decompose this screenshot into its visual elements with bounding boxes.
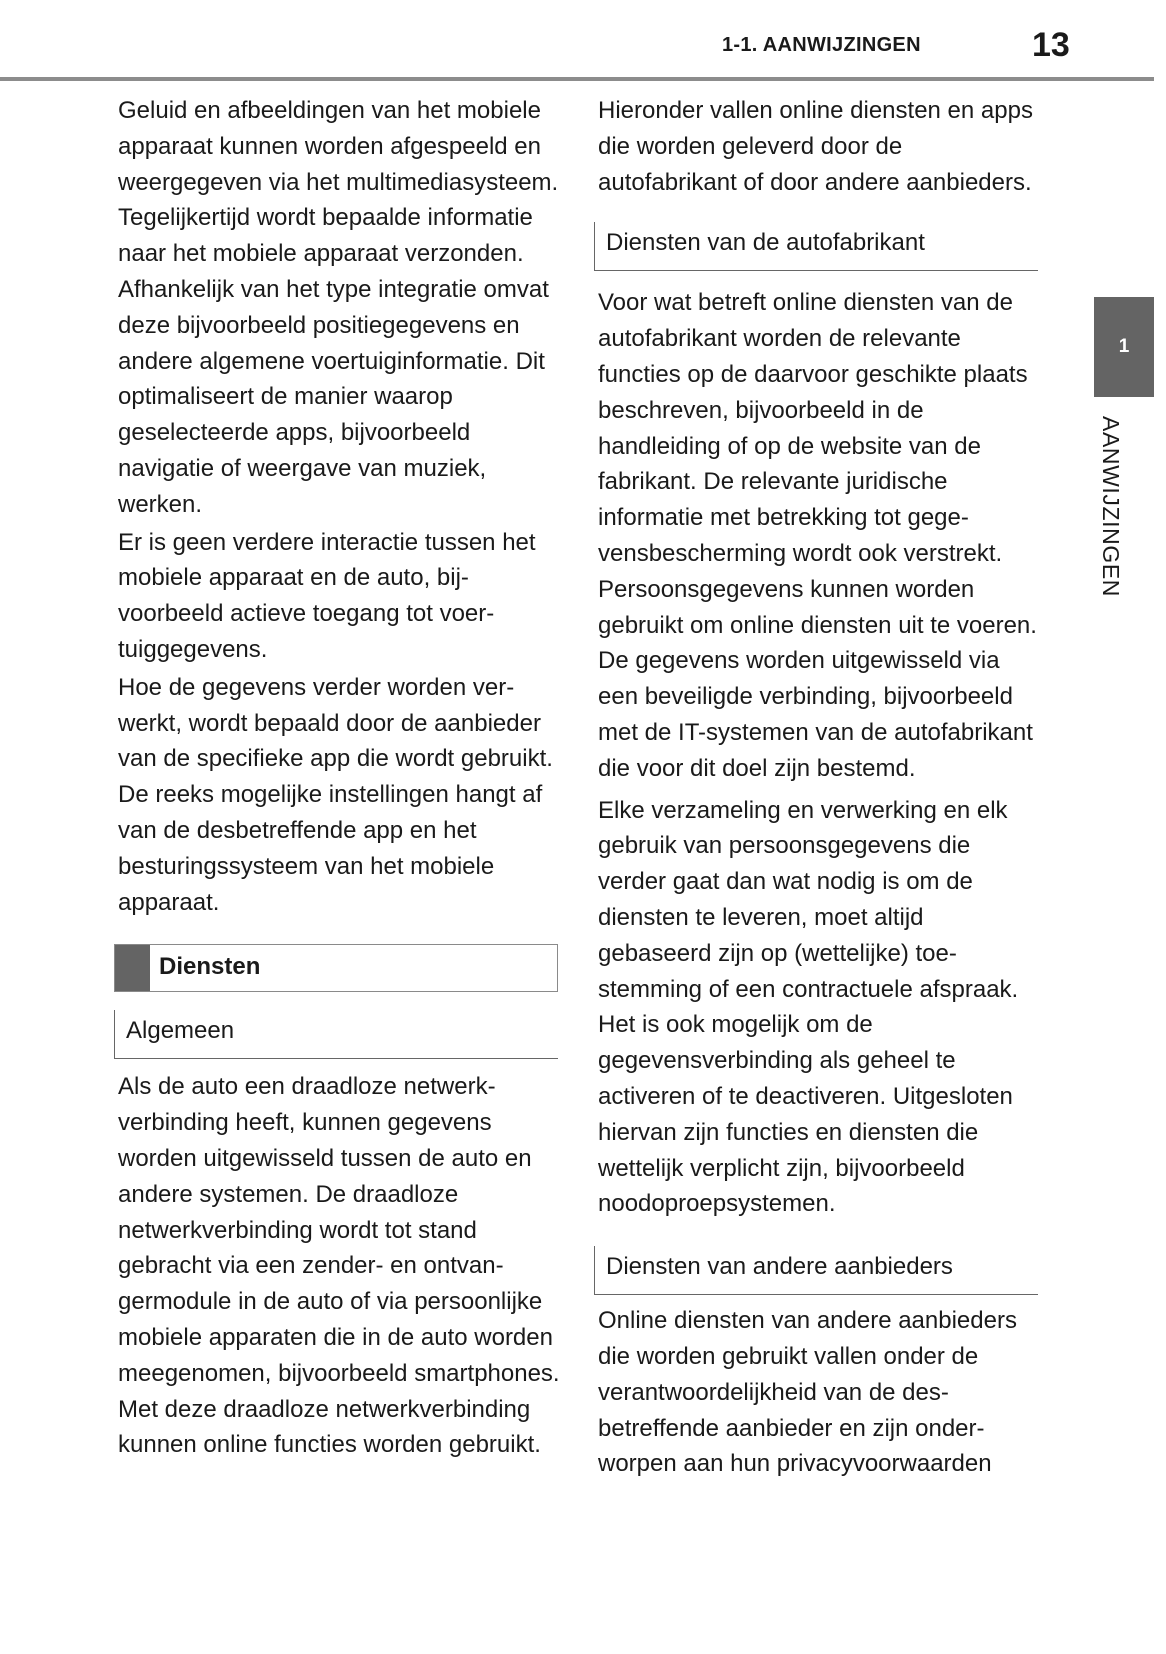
section-heading-title: Diensten <box>159 953 261 981</box>
body-paragraph: Geluid en afbeeldingen van het mobiele apparaat kunnen worden afgespeeld en weergegeven via het multimediasysteem. Tegelijkertijd wordt bepaalde informatie naar het mobiele apparaat verzonden. Afhankelijk van het type integratie omvat deze bijvoorbeeld positiegegevens en andere algemene voertuiginformatie. Dit optimaliseert de manier waarop geselecteerde apps, bijvoorbeeld navigatie of weergave van muziek, werken. <box>118 97 559 518</box>
header-divider <box>0 77 1154 81</box>
right-column <box>598 93 1040 1482</box>
subheading-algemeen: Algemeen <box>114 1010 558 1059</box>
chapter-tab: 1 <box>1094 297 1154 397</box>
header-section-title: 1-1. AANWIJZINGEN <box>722 34 921 56</box>
body-paragraph: Als de auto een draadloze netwerkverbinding heeft, kunnen gegevens worden uitgewisseld tussen de auto en andere systemen. De draadloze netwerkverbinding wordt tot stand gebracht via een zender- en ontvangermodule in de auto of via persoonlijke mobiele apparaten die in de auto worden meegenomen, bijvoorbeeld smartphones. Met deze draadloze netwerkverbinding kunnen online functies worden gebruikt. <box>118 1073 560 1459</box>
body-paragraph: Hoe de gegevens verder worden verwerkt, wordt bepaald door de aanbieder van de specifieke app die wordt gebruikt. De reeks mogelijke instellingen hangt af van de desbetreffende app en het besturingssysteem van het mobiele apparaat. <box>118 673 553 916</box>
subheading-andere-aanbieders: Diensten van andere aanbieders <box>594 1246 1038 1295</box>
left-column <box>118 93 560 1463</box>
chapter-vertical-label: AANWIJZINGEN <box>1098 416 1124 597</box>
body-paragraph: Online diensten van andere aanbieders die worden gebruikt vallen onder de verantwoordelijkheid van de desbetreffende aanbieder en zijn onderworpen aan hun privacyvoorwaarden <box>598 1307 1017 1478</box>
body-paragraph: Voor wat betreft online diensten van de autofabrikant worden de relevante functies op de daarvoor geschikte plaats beschreven, bijvoorbeeld in de handleiding of op de website van de fabrikant. De relevante juridische informatie met betrekking tot gegevensbescherming wordt ook verstrekt. Persoonsgegevens kunnen worden gebruikt om online diensten uit te voeren. De gegevens worden uitgewisseld via een beveiligde verbinding, bijvoorbeeld met de IT-systemen van de autofabrikant die voor dit doel zijn bestemd. <box>598 289 1037 782</box>
body-paragraph: Elke verzameling en verwerking en elk gebruik van persoonsgegevens die verder gaat dan wat nodig is om de diensten te leveren, moet altijd gebaseerd zijn op (wettelijke) toestemming of een contractuele afspraak. Het is ook mogelijk om de gegevensverbinding als geheel te activeren of te deactiveren. Uitgesloten hiervan zijn functies en diensten die wettelijk verplicht zijn, bijvoorbeeld noodoproepsystemen. <box>598 796 1019 1218</box>
section-heading-marker <box>115 945 150 991</box>
body-paragraph: Hieronder vallen online diensten en apps die worden geleverd door de autofabrikant of door andere aanbieders. <box>598 97 1033 196</box>
page-number: 13 <box>1032 26 1070 64</box>
subheading-autofabrikant: Diensten van de autofabrikant <box>594 222 1038 271</box>
body-paragraph: Er is geen verdere interactie tussen het mobiele apparaat en de auto, bijvoorbeeld actieve toegang tot voertuiggegevens. <box>118 528 536 663</box>
section-heading-bar <box>114 944 558 992</box>
